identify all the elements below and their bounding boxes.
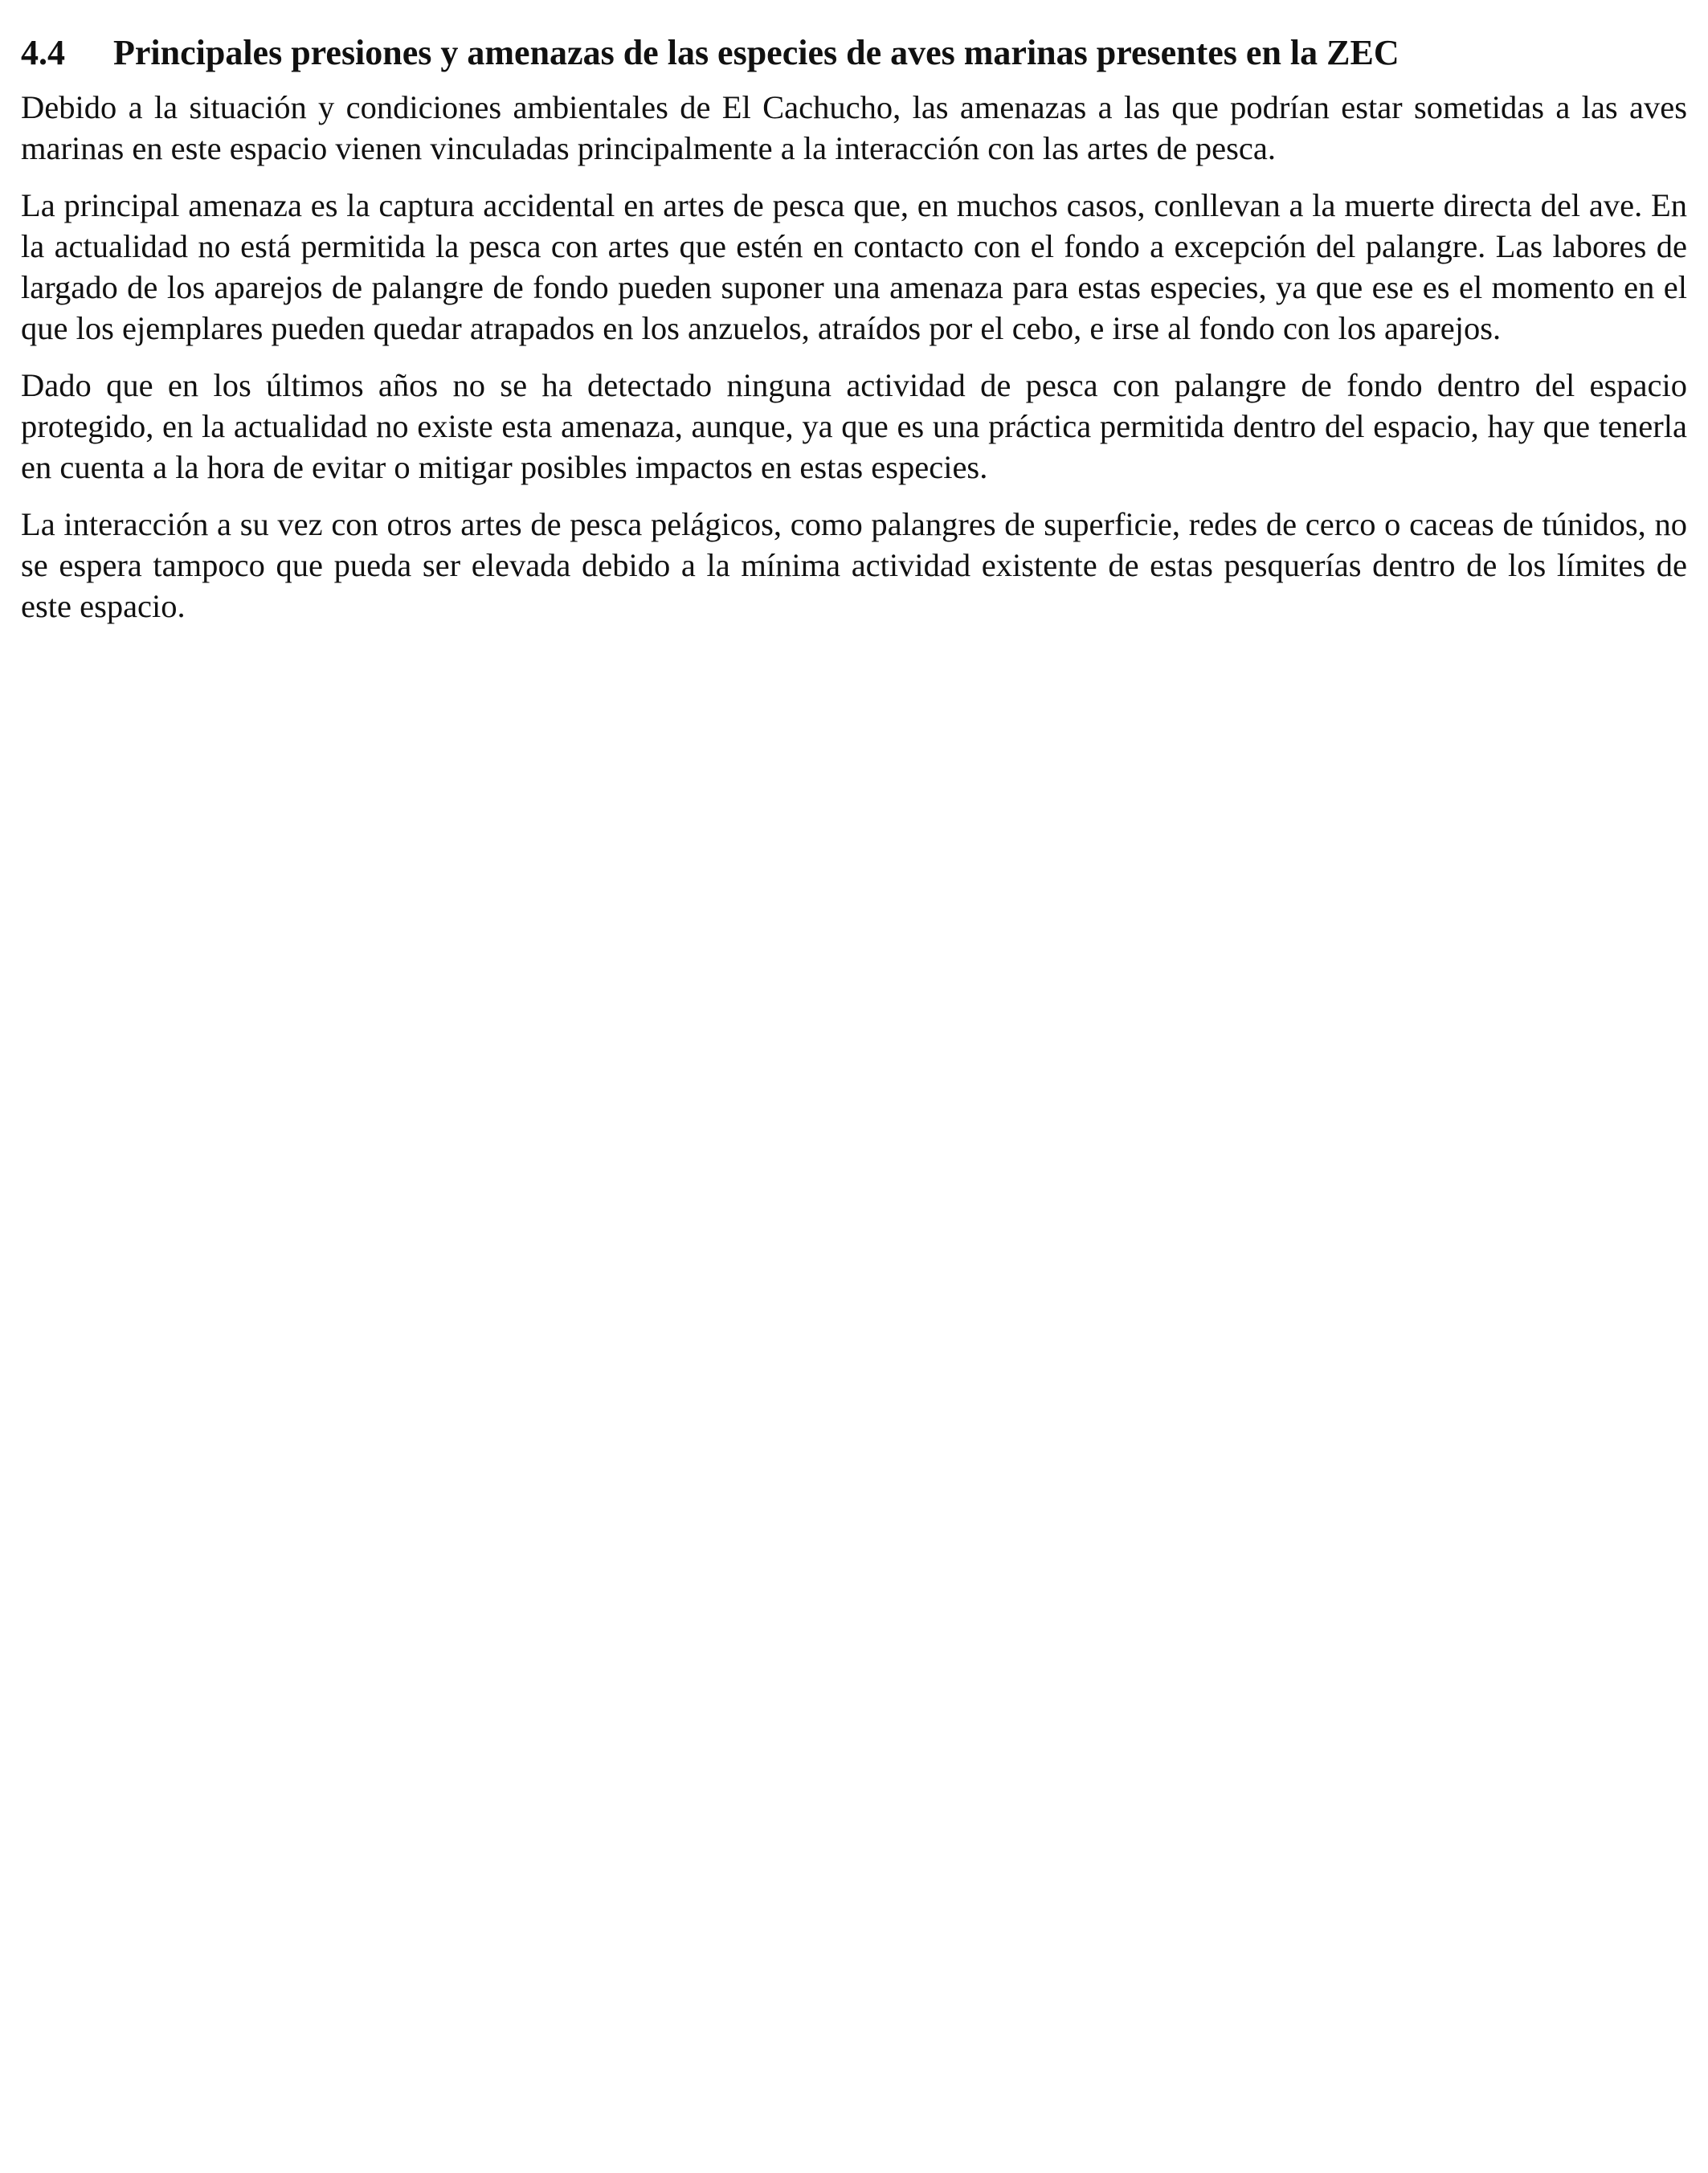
paragraph-pelagic: La interacción a su vez con otros artes de pesca pelágicos, como palangres de superficie, redes de cerco o caceas de túnidos, no se espera tampoco que pueda ser elevada debido a la mínima actividad existente de estas pesquerías dentro de los límites de este espacio.	[21, 506, 1687, 624]
paragraph-intro: Debido a la situación y condiciones ambientales de El Cachucho, las amenazas a las que podrían estar sometidas a las aves marinas en este espacio vienen vinculadas principalmente a la interacción con las artes de pesca.	[21, 89, 1687, 166]
paragraph-bycatch: La principal amenaza es la captura accidental en artes de pesca que, en muchos casos, conllevan a la muerte directa del ave. En la actualidad no está permitida la pesca con artes que estén en contacto con el fondo a excepción del palangre. Las labores de largado de los aparejos de palangre de fondo pueden suponer una amenaza para estas especies, ya que ese es el momento en el que los ejemplares pueden quedar atrapados en los anzuelos, atraídos por el cebo, e irse al fondo con los aparejos.	[21, 187, 1687, 346]
section-heading	[21, 32, 1687, 74]
paragraph-longline: Dado que en los últimos años no se ha detectado ninguna actividad de pesca con palangre de fondo dentro del espacio protegido, en la actualidad no existe esta amenaza, aunque, ya que es una práctica permitida dentro del espacio, hay que tenerla en cuenta a la hora de evitar o mitigar posibles impactos en estas especies.	[21, 367, 1687, 485]
section-number: 4.4	[21, 33, 65, 72]
section-title: Principales presiones y amenazas de las especies de aves marinas presentes en la ZEC	[113, 33, 1399, 72]
document-page	[21, 32, 1687, 643]
